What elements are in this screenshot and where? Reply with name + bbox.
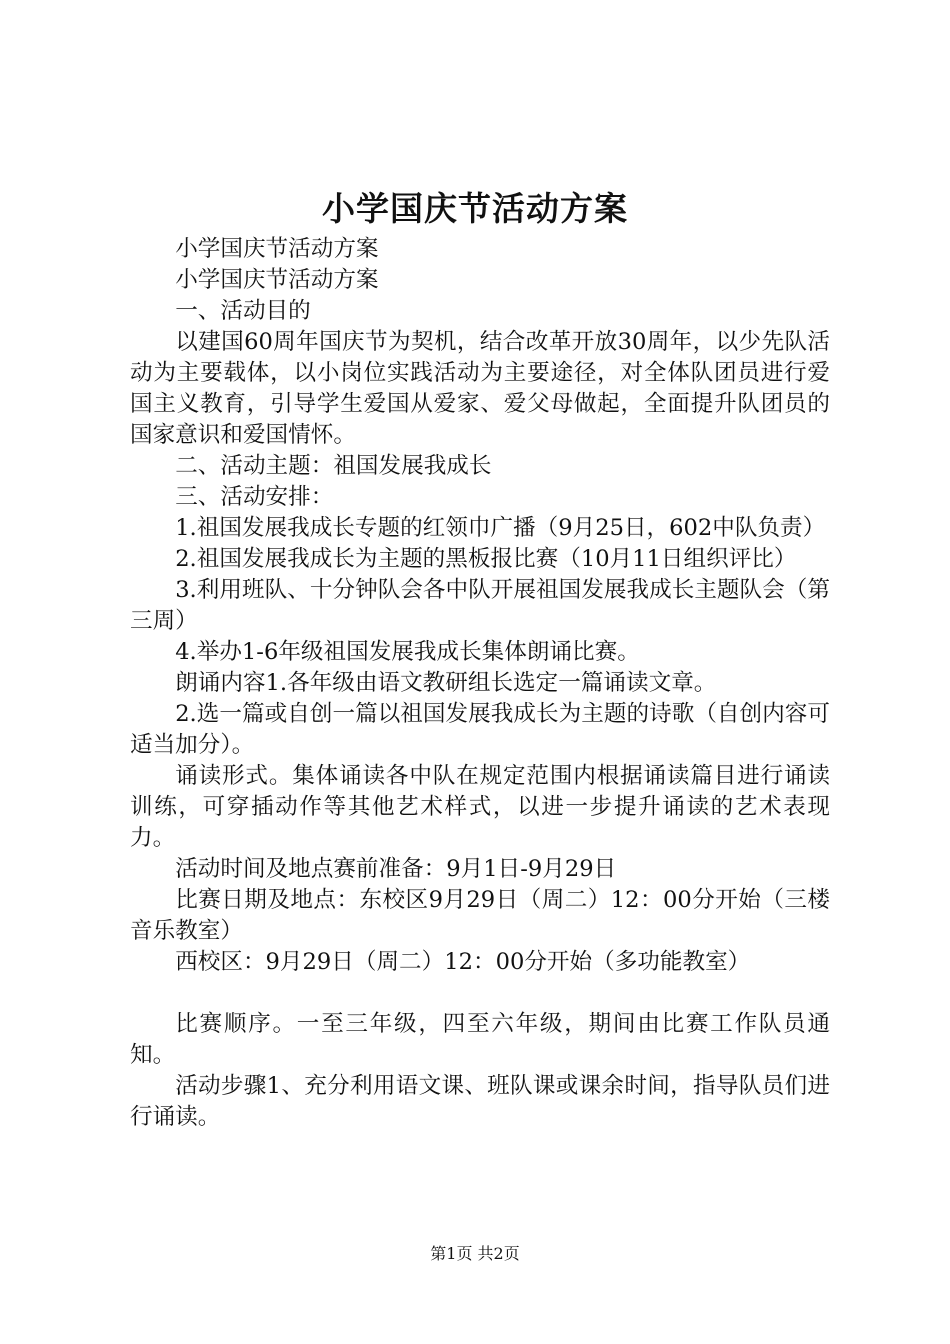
paragraph-recitation-content-2: 2.选一篇或自创一篇以祖国发展我成长为主题的诗歌（自创内容可适当加分）。 [130, 701, 830, 758]
section-heading-purpose: 一、活动目的 [175, 298, 311, 324]
list-item-2: 2.祖国发展我成长为主题的黑板报比赛（10月11日组织评比） [175, 546, 797, 572]
list-item-3: 3.利用班队、十分钟队会各中队开展祖国发展我成长主题队会（第三周） [130, 577, 830, 634]
document-body [130, 234, 830, 1133]
paragraph-purpose: 以建国60周年国庆节为契机，结合改革开放30周年，以少先队活动为主要载体，以小岗位实践活动为主要途径，对全体队团员进行爱国主义教育，引导学生爱国从爱家、爱父母做起，全面提升队团员的国家意识和爱国情怀。 [130, 329, 830, 448]
section-heading-theme: 二、活动主题：祖国发展我成长 [175, 453, 492, 479]
paragraph-recitation-content: 朗诵内容1.各年级由语文教研组长选定一篇诵读文章。 [175, 670, 717, 696]
list-item-1: 1.祖国发展我成长专题的红领巾广播（9月25日，602中队负责） [175, 515, 826, 541]
document-title: 小学国庆节活动方案 [322, 189, 628, 228]
paragraph-steps: 活动步骤1、充分利用语文课、班队课或课余时间，指导队员们进行诵读。 [130, 1073, 830, 1130]
paragraph-east-campus: 比赛日期及地点：东校区9月29日（周二）12：00分开始（三楼音乐教室） [130, 887, 830, 944]
paragraph-west-campus: 西校区：9月29日（周二）12：00分开始（多功能教室） [175, 949, 751, 975]
section-heading-arrangement: 三、活动安排： [175, 484, 334, 510]
paragraph-order: 比赛顺序。一至三年级，四至六年级，期间由比赛工作队员通知。 [130, 1011, 830, 1068]
list-item-4: 4.举办1-6年级祖国发展我成长集体朗诵比赛。 [175, 639, 640, 665]
paragraph-recitation-form: 诵读形式。集体诵读各中队在规定范围内根据诵读篇目进行诵读训练，可穿插动作等其他艺术样式，以进一步提升诵读的艺术表现力。 [130, 763, 830, 851]
paragraph-time-place: 活动时间及地点赛前准备：9月1日-9月29日 [175, 856, 617, 882]
page-footer: 第1页 共2页 [430, 1244, 520, 1263]
paragraph-subtitle-1: 小学国庆节活动方案 [175, 236, 379, 262]
paragraph-subtitle-2: 小学国庆节活动方案 [175, 267, 379, 293]
